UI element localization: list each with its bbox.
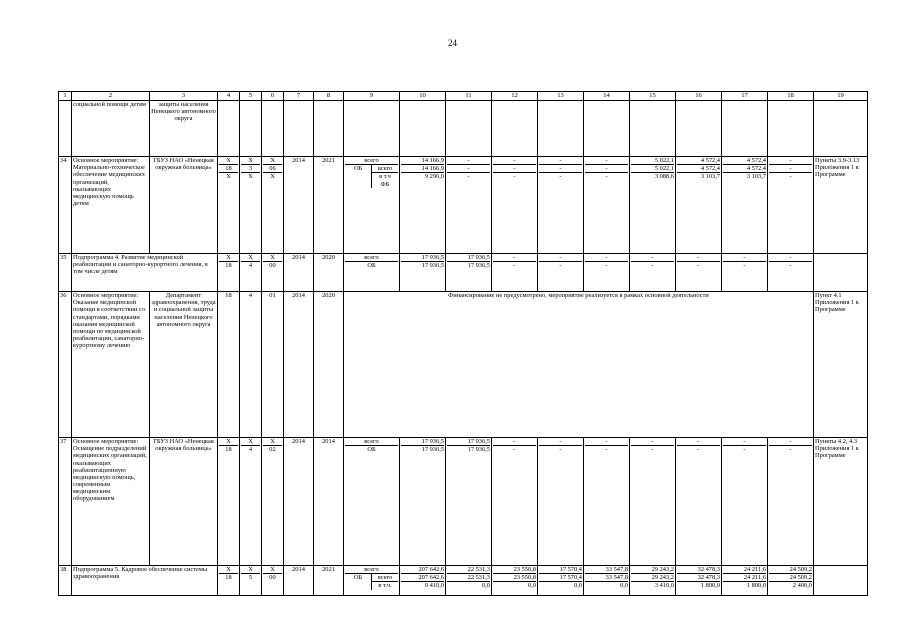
cell-2015: - - (492, 438, 538, 566)
cell-2014: 17 936,5 17 936,5 (446, 254, 492, 292)
cell-2017: 33 547,8 33 547,8 0,0 (584, 566, 630, 596)
cell-2015: - - (492, 254, 538, 292)
cell-start-year: 2014 (284, 292, 314, 438)
cell-end-year: 2014 (314, 438, 344, 566)
table-row-35 (59, 254, 868, 292)
cell-code-5: Х 4 (240, 438, 262, 566)
cell-2018: - - (630, 254, 676, 292)
cell-2021: 24 509,2 24 509,2 2 400,0 (768, 566, 814, 596)
header-cell: 17 (722, 92, 768, 101)
cell-2019: - - (676, 254, 722, 292)
cell-source: всего ОБ (344, 254, 400, 292)
cell-code-4: Х 18 Х (218, 157, 240, 254)
table-row-38 (59, 566, 868, 596)
cell-code-5: Х 4 (240, 254, 262, 292)
cell-2015: - - - (492, 157, 538, 254)
cell-2016: - - (538, 254, 584, 292)
header-cell: 6 (262, 92, 284, 101)
header-cell: 10 (400, 92, 446, 101)
header-cell: 3 (150, 92, 218, 101)
row-number: 35 (59, 254, 72, 292)
table-row-continuation (59, 101, 868, 157)
cell-code-5: 4 (240, 292, 262, 438)
table-row-37 (59, 438, 868, 566)
page-number: 24 (448, 38, 457, 48)
cell-2017: - - (584, 254, 630, 292)
cell-subprogram-name: Подпрограмма 4. Развитие медицинской реабилитации и санаторно-курортного лечения, в том числе детям (72, 254, 218, 292)
cell-total: 14 166,9 14 166,9 9 296,0 (400, 157, 446, 254)
cell-2018: 5 022,1 5 022,1 3 088,6 (630, 157, 676, 254)
cell-2016: - - (538, 438, 584, 566)
table-row-36 (59, 292, 868, 438)
cell-end-year: 2021 (314, 566, 344, 596)
cell-reference (814, 566, 868, 596)
cell-2020: 24 211,6 24 211,6 1 800,0 (722, 566, 768, 596)
header-cell: 18 (768, 92, 814, 101)
cell-2020: - - (722, 254, 768, 292)
cell-code-5: Х 5 (240, 566, 262, 596)
cell-source: всего ОБ всего в т.ч. (344, 566, 400, 596)
cell-executor: защиты населения Ненецкого автономного округа (150, 101, 218, 157)
cell-2016: - - - (538, 157, 584, 254)
header-cell: 1 (59, 92, 72, 101)
cell-2016: 17 570,4 17 570,4 0,0 (538, 566, 584, 596)
cell-2017: - - - (584, 157, 630, 254)
row-number: 36 (59, 292, 72, 438)
row-number: 37 (59, 438, 72, 566)
cell-total: 17 936,5 17 936,5 (400, 438, 446, 566)
header-row (59, 92, 868, 101)
cell-start-year: 2014 (284, 254, 314, 292)
cell-2014: - - - (446, 157, 492, 254)
cell-start-year: 2014 (284, 157, 314, 254)
cell-2018: - - (630, 438, 676, 566)
cell-executor: ГБУЗ НАО «Ненецкая окружная больница» (150, 438, 218, 566)
cell-total: 207 642,6 207 642,6 9 410,0 (400, 566, 446, 596)
header-cell: 19 (814, 92, 868, 101)
cell-total: 17 936,5 17 936,5 (400, 254, 446, 292)
header-cell: 16 (676, 92, 722, 101)
cell-end-year: 2020 (314, 254, 344, 292)
cell-2015: 23 550,8 23 550,8 0,0 (492, 566, 538, 596)
cell-2014: 17 936,5 17 936,5 (446, 438, 492, 566)
header-cell: 4 (218, 92, 240, 101)
header-cell: 13 (538, 92, 584, 101)
header-cell: 5 (240, 92, 262, 101)
cell-code-4: Х 18 (218, 566, 240, 596)
header-cell: 2 (72, 92, 150, 101)
cell-executor: ГБУЗ НАО «Ненецкая окружная больница» (150, 157, 218, 254)
cell-end-year: 2021 (314, 157, 344, 254)
cell-2021: - - - (768, 157, 814, 254)
cell-2019: - - (676, 438, 722, 566)
cell-2021: - - (768, 254, 814, 292)
cell-code-5: Х 3 Х (240, 157, 262, 254)
cell-name: социальной помощи детям (72, 101, 150, 157)
cell-2020: 4 572,4 4 572,4 3 103,7 (722, 157, 768, 254)
cell-reference: Пункты 4.2, 4.3 Приложения 1 к Программе (814, 438, 868, 566)
program-table (58, 91, 868, 596)
header-cell: 14 (584, 92, 630, 101)
table-row-34 (59, 157, 868, 254)
cell-code-6: Х 02 (262, 438, 284, 566)
row-number: 34 (59, 157, 72, 254)
cell-2020: - - (722, 438, 768, 566)
row-number: 38 (59, 566, 72, 596)
cell-name: Основное мероприятие: Оснащение подразделений медицинских организаций, оказывающих реабилитационную медицинскую помощь, современным медицинским оборудованием (72, 438, 150, 566)
cell-code-6: Х 00 (262, 566, 284, 596)
cell-code-6: Х 06 Х (262, 157, 284, 254)
header-cell: 8 (314, 92, 344, 101)
header-cell: 7 (284, 92, 314, 101)
cell-name: Основное мероприятие: Материально-техническое обеспечение медицинских организаций, оказывающих медицинскую помощь детям (72, 157, 150, 254)
header-cell: 12 (492, 92, 538, 101)
cell-code-4: Х 18 (218, 254, 240, 292)
cell-reference: Пункт 4.1 Приложения 1 к Программе (814, 292, 868, 438)
cell-code-6: 01 (262, 292, 284, 438)
cell-2021: - - (768, 438, 814, 566)
cell-source: всего ОБ (344, 438, 400, 566)
cell-source: всего ОБ всего в т.ч ФБ (344, 157, 400, 254)
cell-code-4: 18 (218, 292, 240, 438)
cell-subprogram-name: Подпрограмма 5. Кадровое обеспечение системы здравоохранения (72, 566, 218, 596)
cell-2017: - - (584, 438, 630, 566)
cell-start-year: 2014 (284, 566, 314, 596)
cell-2019: 4 572,4 4 572,4 3 103,7 (676, 157, 722, 254)
cell-2018: 29 243,2 29 243,2 3 410,0 (630, 566, 676, 596)
cell-2019: 32 478,3 32 478,3 1 800,0 (676, 566, 722, 596)
header-cell: 9 (344, 92, 400, 101)
cell-financing-note: Финансирование не предусмотрено, мероприятие реализуется в рамках основной деятельности (344, 292, 814, 438)
cell-code-4: Х 18 (218, 438, 240, 566)
header-cell: 15 (630, 92, 676, 101)
cell-end-year: 2020 (314, 292, 344, 438)
cell-2014: 22 531,3 22 531,3 0,0 (446, 566, 492, 596)
header-cell: 11 (446, 92, 492, 101)
cell-reference: Пункты 3.9-3.13 Приложения 1 к Программе (814, 157, 868, 254)
cell-executor: Департамент здравоохранения, труда и социальной защиты населения Ненецкого автономного округа (150, 292, 218, 438)
cell-reference (814, 254, 868, 292)
cell-start-year: 2014 (284, 438, 314, 566)
cell-code-6: Х 00 (262, 254, 284, 292)
cell-name: Основное мероприятие: Оказание медицинской помощи в соответствии со стандартами, порядками оказания медицинской помощи по медицинской реабилитации, санаторно-курортному лечению (72, 292, 150, 438)
